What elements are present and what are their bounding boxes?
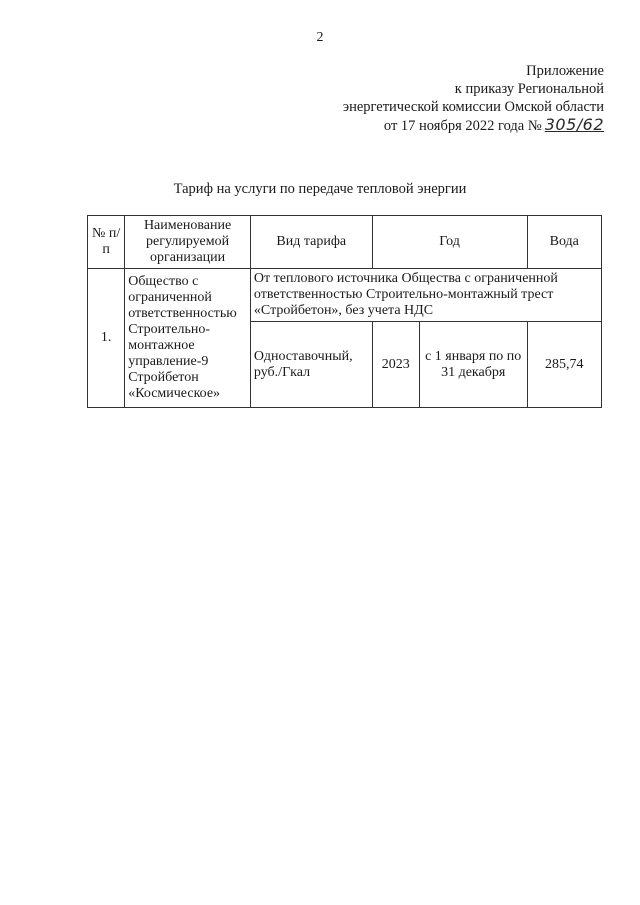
appendix-title: Приложение bbox=[526, 63, 604, 79]
table-row bbox=[88, 269, 602, 322]
header-year: Год bbox=[372, 216, 527, 269]
appendix-date-line bbox=[343, 116, 604, 135]
row-number: 1. bbox=[88, 269, 125, 408]
table-header-row bbox=[88, 216, 602, 269]
header-organization: Наименование регулируемой организации bbox=[125, 216, 251, 269]
appendix-date: от 17 ноября 2022 года № bbox=[383, 118, 542, 134]
water-tariff-value: 285,74 bbox=[527, 322, 601, 408]
tariff-year: 2023 bbox=[372, 322, 419, 408]
tariff-type: Одноставочный, руб./Гкал bbox=[250, 322, 372, 408]
header-water: Вода bbox=[527, 216, 601, 269]
tariff-table bbox=[87, 215, 602, 408]
handwritten-order-number: 305/62 bbox=[544, 115, 604, 134]
header-tariff-type: Вид тарифа bbox=[250, 216, 372, 269]
appendix-commission: энергетической комиссии Омской области bbox=[342, 99, 604, 115]
header-num: № п/п bbox=[88, 216, 125, 269]
appendix-order-ref: к приказу Региональной bbox=[454, 81, 604, 97]
tariff-period: с 1 января по по 31 декабря bbox=[419, 322, 527, 408]
document-title: Тариф на услуги по передаче тепловой энергии bbox=[173, 181, 467, 197]
page-number: 2 bbox=[316, 30, 324, 45]
organization-name: Общество с ограниченной ответственностью Строительно-монтажное управление-9 Стройбетон «Космическое» bbox=[125, 269, 251, 408]
heat-source: От теплового источника Общества с ограниченной ответственностью Строительно-монтажный трест «Стройбетон», без учета НДС bbox=[250, 269, 601, 322]
appendix-block bbox=[343, 62, 604, 135]
